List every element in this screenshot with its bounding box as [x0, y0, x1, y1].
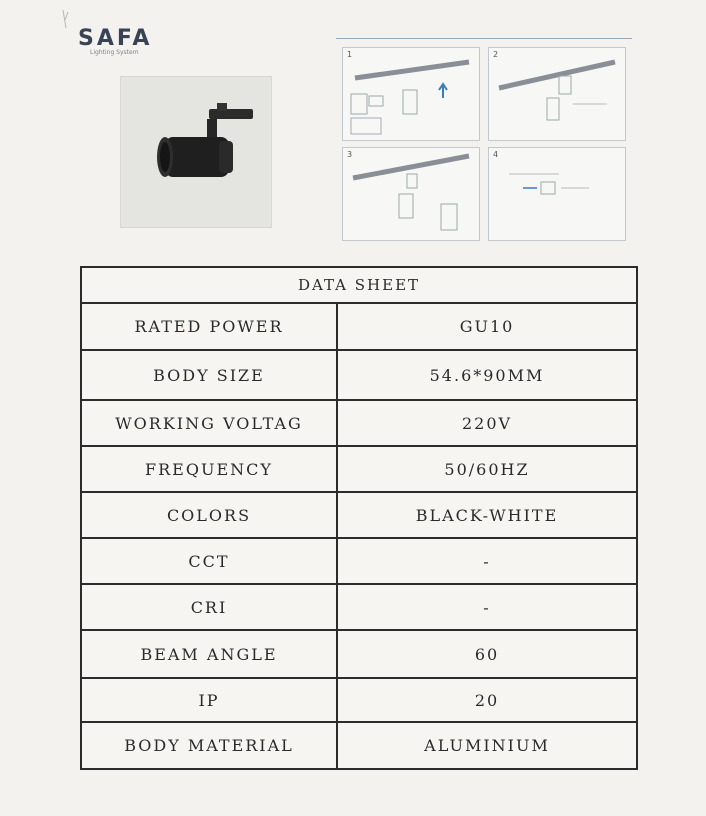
brand-name: SAFA — [78, 26, 153, 51]
table-row — [82, 678, 636, 722]
brand-logo — [78, 26, 152, 56]
spec-label: BEAM ANGLE — [82, 630, 337, 678]
table-row — [82, 722, 636, 768]
spec-label: CRI — [82, 584, 337, 630]
spec-value: 220V — [337, 400, 636, 446]
spec-label: FREQUENCY — [82, 446, 337, 492]
step-3-diagram — [343, 148, 479, 240]
data-sheet-title: DATA SHEET — [82, 268, 636, 304]
install-step-4 — [488, 147, 626, 241]
step-1-diagram — [343, 48, 479, 140]
table-row — [82, 446, 636, 492]
spec-value: GU10 — [337, 304, 636, 350]
step-2-diagram — [489, 48, 625, 140]
data-sheet-table — [80, 266, 638, 770]
table-row — [82, 350, 636, 400]
step-4-diagram — [489, 148, 625, 240]
installation-steps — [336, 38, 632, 249]
scan-mark-icon — [60, 8, 80, 32]
step-number: 1 — [347, 50, 353, 59]
spec-value: 20 — [337, 678, 636, 722]
spec-label: BODY SIZE — [82, 350, 337, 400]
spec-value: - — [337, 538, 636, 584]
spec-value: ALUMINIUM — [424, 736, 550, 755]
spec-value: 54.6*90MM — [337, 350, 636, 400]
table-row — [82, 304, 636, 350]
spec-label: COLORS — [82, 492, 337, 538]
install-step-3 — [342, 147, 480, 241]
spec-value: - — [337, 584, 636, 630]
product-photo — [120, 76, 272, 228]
brand-subtitle: Lighting System — [90, 49, 139, 56]
spec-label: BODY MATERIAL — [82, 722, 337, 768]
spec-label: IP — [82, 678, 337, 722]
table-row — [82, 400, 636, 446]
table-row — [82, 492, 636, 538]
table-row — [82, 630, 636, 678]
spec-label: RATED POWER — [82, 304, 337, 350]
spec-value: 60 — [337, 630, 636, 678]
install-step-1 — [342, 47, 480, 141]
step-number: 3 — [347, 150, 353, 159]
spec-label: WORKING VOLTAG — [82, 400, 337, 446]
table-row — [82, 584, 636, 630]
spec-value: BLACK-WHITE — [337, 492, 636, 538]
spec-label: CCT — [82, 538, 337, 584]
step-number: 4 — [493, 150, 499, 159]
install-step-2 — [488, 47, 626, 141]
spec-table — [82, 304, 636, 768]
track-spotlight-image — [121, 77, 271, 227]
step-number: 2 — [493, 50, 499, 59]
table-row — [82, 538, 636, 584]
spec-value: 50/60HZ — [337, 446, 636, 492]
